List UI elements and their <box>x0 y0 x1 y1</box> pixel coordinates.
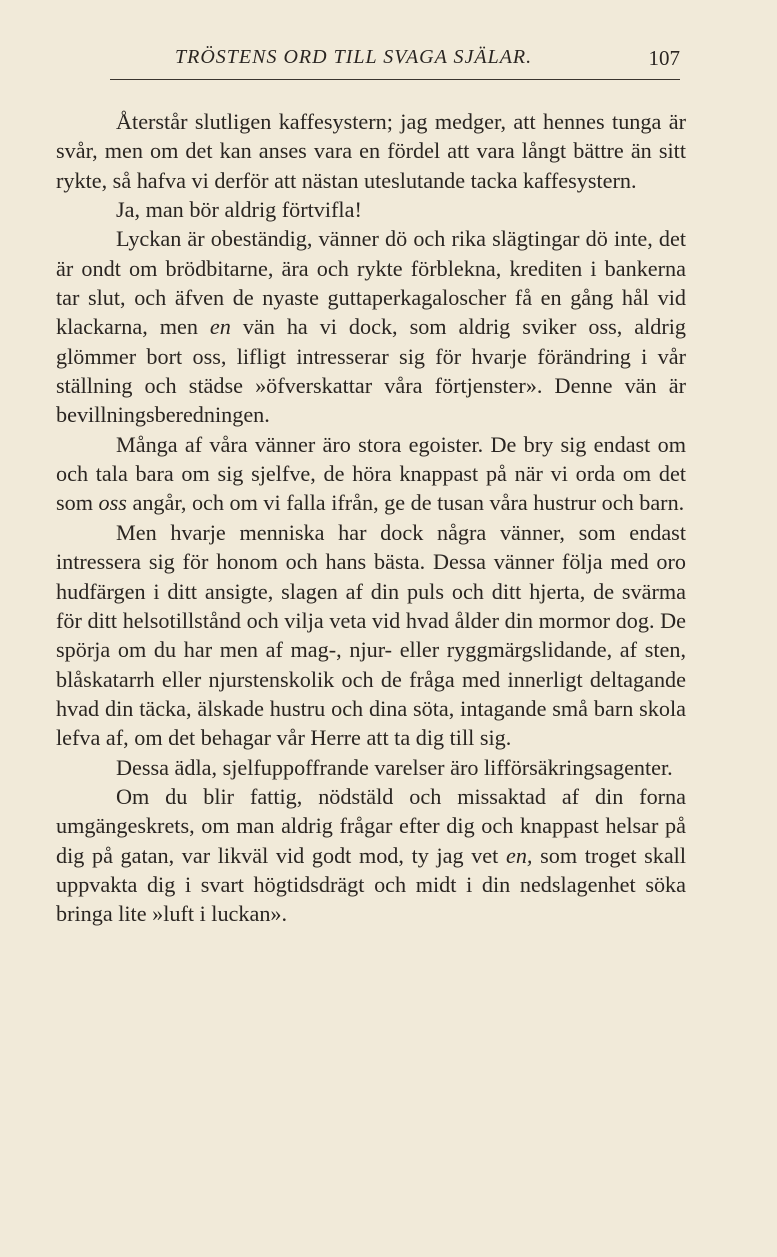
emphasis-en-2: en, <box>505 842 533 868</box>
paragraph-4: Många af våra vänner äro stora egoister. De bry sig endast om och tala bara om sig sjelfve, de höra knappast på när vi orda om det som oss angår, och om vi falla ifrån, ge de tusan våra hustrur och barn. <box>56 431 686 516</box>
header-rule <box>110 79 680 80</box>
paragraph-5: Men hvarje menniska har dock några vänner, som endast intressera sig för honom och hans bästa. Dessa vänner följa med oro hudfärgen i ditt ansigte, slagen af din puls och ditt hjerta, de svärma för ditt helsotillstånd och vilja veta vid hvad ålder din mormor dog. De spörja om du har men af mag-, njur- eller ryggmärgslidande, af sten, blåskatarrh eller njurstenskolik och de fråga med innerligt deltagande hvad din täcka, älskade hustru och dina söta, intagande små barn skola lefva af, om det behagar vår Herre att ta dig till sig. <box>56 519 686 751</box>
paragraph-6: Dessa ädla, sjelfuppoffrande varelser äro lifförsäkringsagenter. <box>116 754 673 780</box>
emphasis-oss: oss <box>98 490 127 516</box>
running-title: TRÖSTENS ORD TILL SVAGA SJÄLAR. <box>175 46 533 68</box>
paragraph-7: Om du blir fattig, nödstäld och missaktad af din forna umgängeskrets, om man aldrig frågar efter dig och knappast helsar på dig på gatan, var likväl vid godt mod, ty jag vet en, som troget skall uppvakta dig i svart högtidsdrägt och midt i din nedslagenhet söka bringa lite »luft i luckan». <box>56 783 687 927</box>
page-header <box>110 44 680 74</box>
page-number: 107 <box>648 46 680 70</box>
paragraph-3: Lyckan är obeständig, vänner dö och rika slägtingar dö inte, det är ondt om brödbitarne, ära och rykte förblekna, krediten i bankerna tar slut, och äfven de nyaste guttaperkagaloscher få en gång hål vid klackarna, men en vän ha vi dock, som aldrig sviker oss, aldrig glömmer bort oss, lifligt intresserar sig för hvarje förändring i vår ställning och städse »öfverskattar våra förtjenster». Denne vän är bevillningsberedningen. <box>56 226 687 428</box>
paragraph-2: Ja, man bör aldrig förtvifla! <box>116 197 362 223</box>
body-text <box>56 107 686 929</box>
emphasis-en: en <box>209 314 231 340</box>
paragraph-1: Återstår slutligen kaffesystern; jag medger, att hennes tunga är svår, men om det kan anses vara en fördel att vara långt bättre än sitt rykte, så hafva vi derför att nästan uteslutande tacka kaffesystern. <box>56 109 686 193</box>
